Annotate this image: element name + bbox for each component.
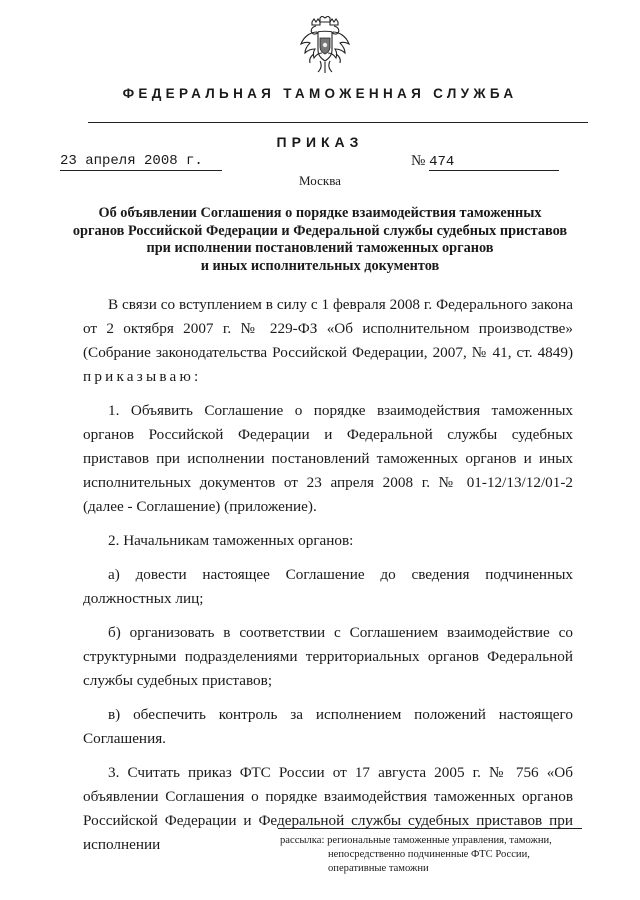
clause-2c: в) обеспечить контроль за исполнением положений настоящего Соглашения. — [83, 706, 573, 747]
heading-line: Об объявлении Соглашения о порядке взаимодействия таможенных — [98, 205, 542, 221]
intro-text: В связи со вступлением в силу с 1 февраля 2008 г. Федерального закона от 2 октября 2007 г. № 229-ФЗ «Об исполнительном производстве» (Собрание законодательства Российской Федерации, 2007, № 41, ст. 4849) — [83, 296, 573, 361]
mailing-line: оперативные таможни — [328, 863, 429, 874]
order-number-value: 474 — [429, 154, 559, 171]
document-type: ПРИКАЗ — [276, 134, 364, 150]
number-sign: № — [411, 153, 426, 169]
header-divider — [88, 122, 588, 123]
footer-divider — [278, 828, 582, 829]
intro-paragraph — [83, 293, 573, 389]
mailing-list — [280, 834, 590, 876]
place-of-issue: Москва — [299, 173, 341, 188]
heading-line: органов Российской Федерации и Федеральной службы судебных приставов — [72, 222, 568, 239]
document-heading — [60, 205, 580, 275]
coat-of-arms-icon — [299, 16, 351, 74]
mailing-line: рассылка: региональные таможенные управления, таможни, — [280, 835, 552, 846]
heading-line: при исполнении постановлений таможенных органов — [146, 240, 494, 256]
clause-2b: б) организовать в соответствии с Соглашением взаимодействие со структурными подразделениями территориальных органов Федеральной службы судебных приставов; — [83, 624, 573, 689]
clause-1: 1. Объявить Соглашение о порядке взаимодействия таможенных органов Российской Федерации и Федеральной службы судебных приставов при исполнении постановлений таможенных органов и иных исполнительных документов от 23 апреля 2008 г. № 01-12/13/12/01-2 (далее - Соглашение) (приложение). — [83, 402, 573, 515]
clause-2a: а) довести настоящее Соглашение до сведения подчиненных должностных лиц; — [83, 566, 573, 607]
clause-2: 2. Начальникам таможенных органов: — [108, 532, 354, 549]
agency-name: ФЕДЕРАЛЬНАЯ ТАМОЖЕННАЯ СЛУЖБА — [122, 86, 518, 101]
heading-line: и иных исполнительных документов — [200, 257, 440, 274]
mailing-line: непосредственно подчиненные ФТС России, — [328, 849, 530, 860]
order-date: 23 апреля 2008 г. — [60, 153, 222, 171]
clause-3: 3. Считать приказ ФТС России от 17 августа 2005 г. № 756 «Об объявлении Соглашения о порядке взаимодействия таможенных органов Российской Федерации и Федеральной службы судебных приставов при исполнении — [83, 764, 573, 853]
document-body — [83, 293, 573, 867]
order-number — [411, 153, 559, 171]
command-word: приказываю: — [83, 368, 202, 385]
